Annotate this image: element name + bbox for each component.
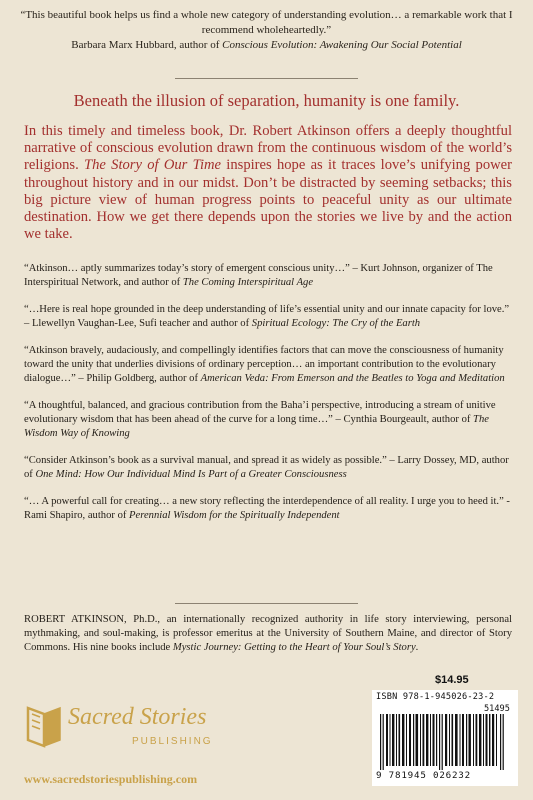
featured-quote: “This beautiful book helps us find a whole new category of understanding evolution… a remarkable work that I recommend wholeheartedly.” [20,9,513,36]
isbn-label: ISBN 978-1-945026-23-2 [376,692,495,702]
publisher-logo [24,700,244,766]
headline: Beneath the illusion of separation, humanity is one family. [73,91,460,110]
endorsement: “… A powerful call for creating… a new story reflecting the interdependence of all reality. I urge you to heed it.” - Rami Shapiro, author of Perennial Wisdom for the Spiritually Independent [24,496,510,521]
divider-bottom [175,603,358,604]
book-title: The Story of Our Time [84,157,222,174]
book-description: In this timely and timeless book, Dr. Robert Atkinson offers a deeply thoughtful narrative of conscious evolution drawn from the continuous wisdom of the world’s religions. The Story of Our Time inspires hope as it traces love’s unifying power throughout history and in our midst. Don’t be distracted by seeming setbacks; this big picture view of human progress points to peaceful unity as our ultimate destination. How we get there depends upon the stories we live by and the action we take. [24,123,512,243]
open-book-logo-icon [24,700,68,752]
featured-attribution: Barbara Marx Hubbard, author of Conscious Evolution: Awakening Our Social Potential [71,39,462,51]
publisher-subtitle: PUBLISHING [132,736,213,747]
endorsement: “A thoughtful, balanced, and gracious contribution from the Baha’i perspective, introducing a stream of unitive evolutionary wisdom that has been ahead of the curve for a long time…” – Cynthia Bourgeault, author of The Wisdom Way of Knowing [24,400,496,439]
price: $14.95 [435,674,469,686]
publisher-website[interactable]: www.sacredstoriespublishing.com [24,772,198,786]
isbn-barcode [372,690,518,786]
price-code: 51495 [484,704,510,714]
endorsement: “Atkinson… aptly summarizes today’s story of emergent conscious unity…” – Kurt Johnson, organizer of The Interspiritual Network, and author of The Coming Interspiritual Age [24,263,493,288]
endorsement-list [24,262,514,536]
divider-top [175,78,358,79]
author-bio: ROBERT ATKINSON, Ph.D., an internationally recognized authority in life story interviewing, personal mythmaking, and soul-making, is professor emeritus at the University of Southern Maine, and director of Story Commons. His nine books include Mystic Journey: Getting to the Heart of Your Soul’s Story. [24,614,512,653]
barcode-digits: 9 781945 026232 [376,770,471,781]
publisher-name: Sacred Stories [68,704,207,730]
endorsement: “Consider Atkinson’s book as a survival manual, and spread it as widely as possible.” – Larry Dossey, MD, author of One Mind: How Our Individual Mind Is Part of a Greater Consciousness [24,455,509,480]
featured-endorsement [20,8,513,53]
endorsement: “…Here is real hope grounded in the deep understanding of life’s essential unity and our innate capacity for love.” – Llewellyn Vaughan-Lee, Sufi teacher and author of Spiritual Ecology: The Cry of the Earth [24,304,510,329]
barcode-bars [378,714,512,770]
endorsement: “Atkinson bravely, audaciously, and compellingly identifies factors that can move the consciousness of humanity toward the unity that underlies divisions of ordinary perception… an important contribution to the evolutionary dialogue…” – Philip Goldberg, author of American Veda: From Emerson and the Beatles to Yoga and Meditation [24,345,505,384]
